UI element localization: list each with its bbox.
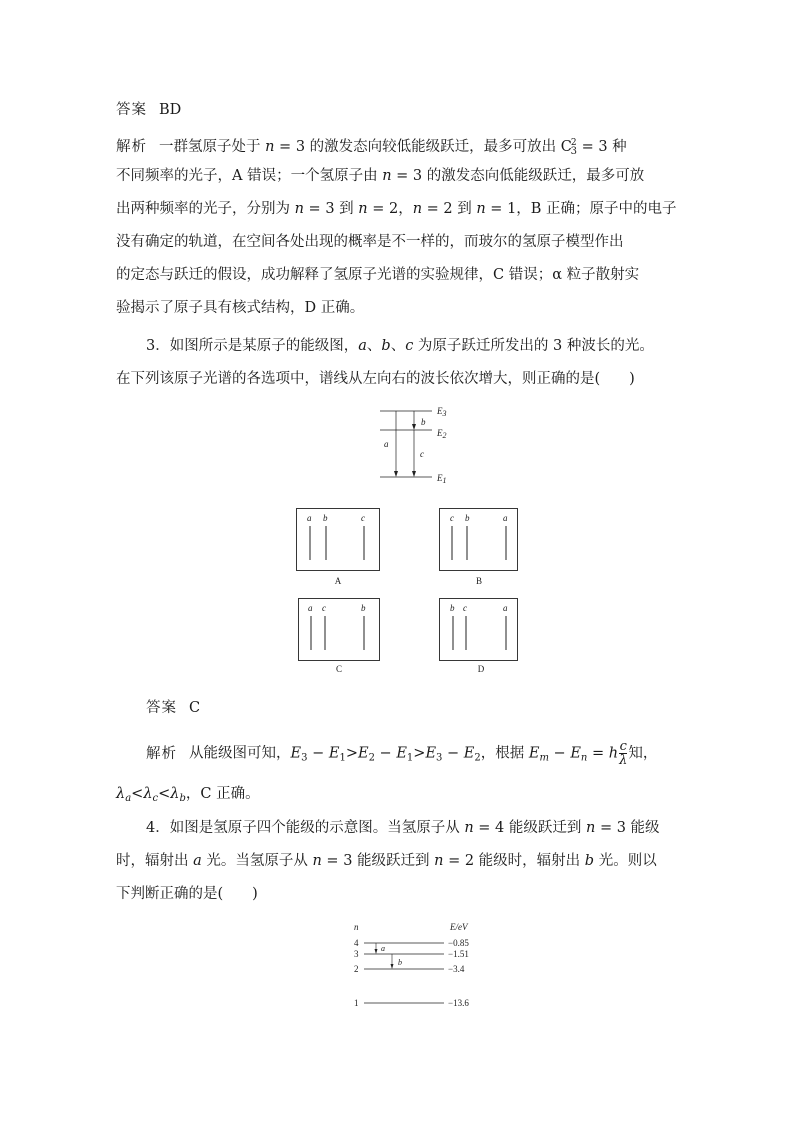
option-a-spectrum bbox=[296, 508, 386, 588]
spectral-line-label: c bbox=[450, 513, 454, 523]
option-letter: D bbox=[477, 664, 485, 674]
level-label-e3: E3 bbox=[437, 406, 447, 418]
explanation-1-line-3: 出两种频率的光子，分别为 n = 3 到 n = 2，n = 2 到 n = 1，B 正确；原子中的电子 bbox=[116, 201, 677, 217]
level-number: 2 bbox=[354, 964, 359, 974]
arrow-label-a: a bbox=[384, 439, 389, 449]
spectral-line-label: a bbox=[503, 513, 508, 523]
arrow-label-b: b bbox=[398, 958, 402, 967]
level-number: 1 bbox=[354, 998, 359, 1008]
spectral-line-label: b bbox=[465, 513, 470, 523]
spectral-line-label: b bbox=[361, 603, 366, 613]
level-energy: −3.4 bbox=[448, 964, 465, 974]
explanation-1-line-2: 不同频率的光子，A 错误；一个氢原子由 n = 3 的激发态向低能级跃迁，最多可放 bbox=[116, 168, 645, 184]
level-energy: −1.51 bbox=[448, 949, 469, 959]
question-4-line-3: 下判断正确的是( ) bbox=[116, 886, 258, 902]
explanation-1-line-5: 的定态与跃迁的假设，成功解释了氢原子光谱的实验规律，C 错误；α 粒子散射实 bbox=[116, 267, 640, 283]
question-3-line-1: 3．如图所示是某原子的能级图，a、b、c 为原子跃迁所发出的 3 种波长的光。 bbox=[146, 338, 654, 354]
level-label-e1: E1 bbox=[437, 473, 447, 485]
explanation-label: 解析 bbox=[146, 745, 177, 762]
n-axis-header: n bbox=[354, 922, 359, 932]
option-c-spectrum bbox=[298, 598, 388, 678]
explanation-1-line-1: 解析 一群氢原子处于 n = 3 的激发态向较低能级跃迁，最多可放出 $C^2_3 = 3$ 种 bbox=[116, 138, 627, 157]
arrow-label-b: b bbox=[421, 417, 426, 427]
spectral-line-label: b bbox=[450, 603, 455, 613]
arrowhead-b bbox=[412, 424, 416, 430]
answer-2 bbox=[146, 698, 686, 718]
answer-1 bbox=[116, 100, 686, 120]
spectral-line-label: c bbox=[463, 603, 467, 613]
level-number: 4 bbox=[354, 938, 359, 948]
option-letter: A bbox=[334, 576, 342, 586]
hydrogen-energy-level-diagram bbox=[350, 920, 480, 1015]
spectral-line-label: b bbox=[323, 513, 328, 523]
arrowhead-b bbox=[391, 964, 394, 969]
explanation-2-line-2: $\lambda_a<\lambda_c<\lambda_b$，C 正确。 bbox=[116, 786, 260, 804]
arrowhead-a bbox=[394, 471, 398, 477]
fraction-c-over-lambda: $\frac{c}{\lambda}$ bbox=[619, 739, 628, 768]
arrowhead-c bbox=[412, 471, 416, 477]
level-label-e2: E2 bbox=[437, 428, 447, 440]
spectral-line-label: a bbox=[503, 603, 508, 613]
question-3-line-2: 在下列该原子光谱的各选项中，谱线从左向右的波长依次增大，则正确的是( ) bbox=[116, 371, 635, 387]
energy-axis-header: E/eV bbox=[450, 922, 468, 932]
answer-value: C bbox=[189, 700, 201, 716]
explanation-2-line-1: 解析 从能级图可知，$E_3 - E_1>E_2 - E_1>E_3 - E_2$，根据 $E_m - E_n = h$ $\frac{c}{\lambda}$ 知， bbox=[146, 739, 658, 768]
spectral-line-label: a bbox=[307, 513, 312, 523]
option-letter: C bbox=[335, 664, 343, 674]
option-d-spectrum bbox=[439, 598, 529, 678]
arrowhead-a bbox=[375, 949, 378, 954]
question-4-line-1: 4．如图是氢原子四个能级的示意图。当氢原子从 n = 4 能级跃迁到 n = 3 能级 bbox=[146, 820, 660, 836]
option-letter: B bbox=[475, 576, 483, 586]
explanation-1-line-4: 没有确定的轨道，在空间各处出现的概率是不一样的，而玻尔的氢原子模型作出 bbox=[116, 234, 624, 250]
spectral-line-label: c bbox=[322, 603, 326, 613]
answer-label: 答案 bbox=[146, 700, 177, 716]
answer-label: 答案 bbox=[116, 102, 147, 118]
level-energy: −13.6 bbox=[448, 998, 469, 1008]
spectral-line-label: a bbox=[308, 603, 313, 613]
explanation-label: 解析 bbox=[116, 139, 147, 155]
option-b-spectrum bbox=[439, 508, 529, 588]
level-number: 3 bbox=[354, 949, 359, 959]
explanation-1-line-6: 验揭示了原子具有核式结构，D 正确。 bbox=[116, 300, 365, 316]
energy-level-diagram-1 bbox=[370, 402, 480, 484]
spectral-line-label: c bbox=[361, 513, 365, 523]
answer-value: BD bbox=[159, 102, 182, 118]
question-4-line-2: 时，辐射出 a 光。当氢原子从 n = 3 能级跃迁到 n = 2 能级时，辐射出 b 光。则以 bbox=[116, 853, 657, 869]
level-energy: −0.85 bbox=[448, 938, 469, 948]
arrow-label-a: a bbox=[381, 944, 385, 953]
arrow-label-c: c bbox=[420, 449, 424, 459]
